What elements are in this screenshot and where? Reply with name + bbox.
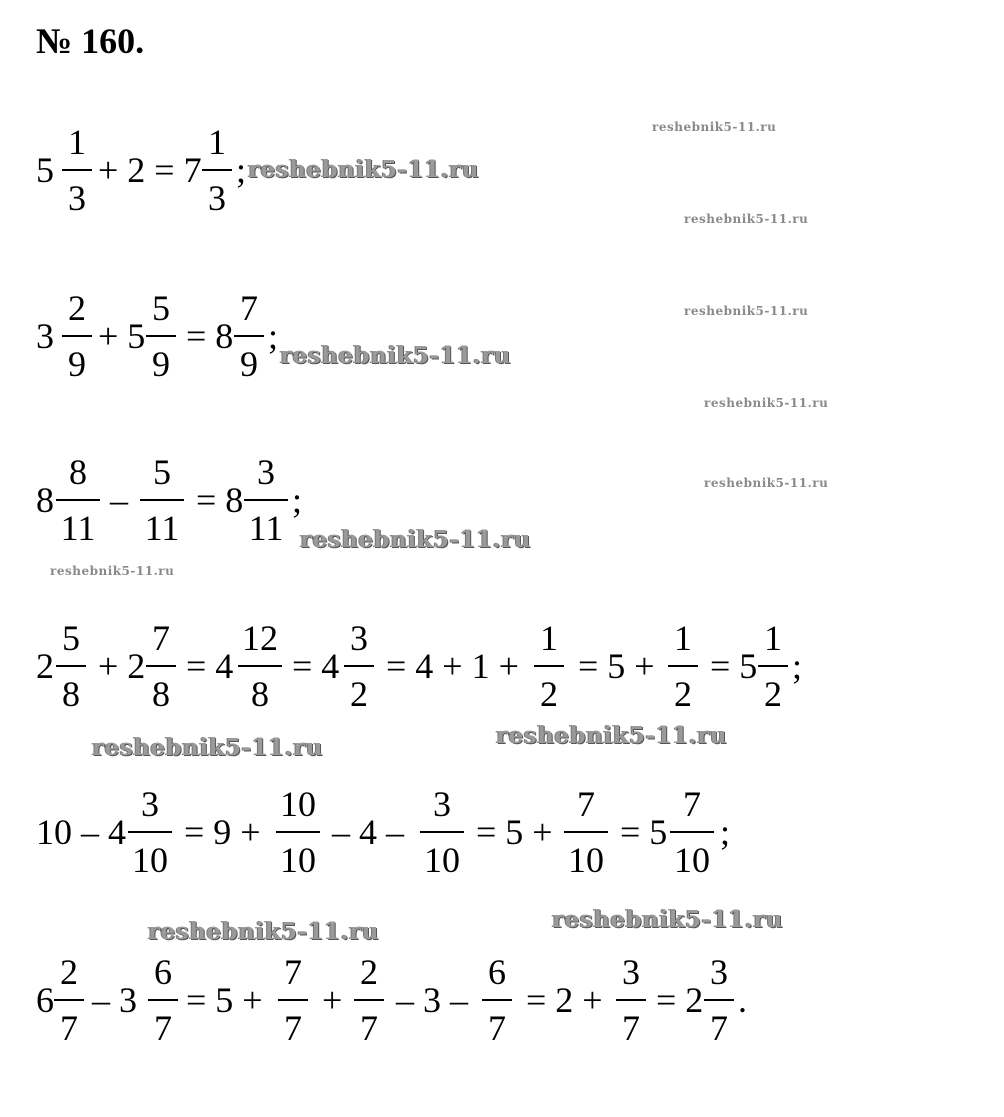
fraction-bar — [56, 665, 86, 667]
numerator: 7 — [152, 618, 170, 658]
fraction-bar — [564, 831, 608, 833]
fraction-bar — [616, 999, 646, 1001]
fraction-bar — [420, 831, 464, 833]
watermark-small: reshebnik5-11.ru — [652, 120, 777, 134]
eq3-whole: 8 — [36, 480, 54, 520]
denominator: 8 — [251, 674, 269, 714]
denominator: 7 — [60, 1008, 78, 1048]
denominator: 11 — [144, 508, 180, 548]
watermark: reshebnik5-11.ru — [496, 722, 727, 749]
denominator: 7 — [154, 1008, 172, 1048]
numerator: 7 — [577, 784, 595, 824]
numerator: 2 — [60, 952, 78, 992]
fraction-bar — [62, 169, 92, 171]
numerator: 1 — [540, 618, 558, 658]
numerator: 3 — [350, 618, 368, 658]
fraction-bar — [202, 169, 232, 171]
fraction-bar — [140, 499, 184, 501]
watermark: reshebnik5-11.ru — [280, 342, 511, 369]
eq5-end: ; — [720, 812, 731, 852]
denominator: 9 — [240, 344, 258, 384]
eq4-text-g: = 5 — [710, 646, 758, 686]
denominator: 10 — [424, 840, 460, 880]
numerator: 3 — [622, 952, 640, 992]
denominator: 7 — [488, 1008, 506, 1048]
eq6-text-f: = 2 + — [526, 980, 603, 1020]
numerator: 3 — [257, 452, 275, 492]
numerator: 7 — [284, 952, 302, 992]
denominator: 3 — [68, 178, 86, 218]
numerator: 3 — [433, 784, 451, 824]
fraction-bar — [276, 831, 320, 833]
watermark-small: reshebnik5-11.ru — [684, 212, 809, 226]
eq5-text-a: 10 – 4 — [36, 812, 126, 852]
denominator: 10 — [132, 840, 168, 880]
denominator: 7 — [622, 1008, 640, 1048]
fraction-bar — [758, 665, 788, 667]
fraction-bar — [148, 999, 178, 1001]
fraction-bar — [670, 831, 714, 833]
denominator: 8 — [62, 674, 80, 714]
watermark-small: reshebnik5-11.ru — [684, 304, 809, 318]
numerator: 3 — [710, 952, 728, 992]
numerator: 8 — [69, 452, 87, 492]
denominator: 9 — [152, 344, 170, 384]
fraction-bar — [278, 999, 308, 1001]
numerator: 2 — [68, 288, 86, 328]
watermark-small: reshebnik5-11.ru — [704, 396, 829, 410]
denominator: 3 — [208, 178, 226, 218]
denominator: 7 — [710, 1008, 728, 1048]
eq6-text-c: = 5 + — [186, 980, 263, 1020]
eq6-text-d: + — [322, 980, 343, 1020]
fraction-bar — [482, 999, 512, 1001]
eq6-end: . — [738, 980, 747, 1020]
watermark-small: reshebnik5-11.ru — [704, 476, 829, 490]
denominator: 11 — [248, 508, 284, 548]
fraction-bar — [146, 665, 176, 667]
eq4-text-e: = 4 + 1 + — [386, 646, 519, 686]
denominator: 2 — [540, 674, 558, 714]
fraction-bar — [668, 665, 698, 667]
watermark: reshebnik5-11.ru — [92, 734, 323, 761]
eq4-text-c: = 4 — [186, 646, 234, 686]
denominator: 11 — [60, 508, 96, 548]
eq6-text-b: – 3 — [92, 980, 137, 1020]
fraction-bar — [344, 665, 374, 667]
problem-number: № 160. — [36, 21, 145, 61]
eq1-end: ; — [236, 150, 247, 190]
denominator: 9 — [68, 344, 86, 384]
eq1-whole: 5 — [36, 150, 54, 190]
numerator: 6 — [488, 952, 506, 992]
numerator: 12 — [242, 618, 278, 658]
fraction-bar — [56, 499, 100, 501]
denominator: 2 — [350, 674, 368, 714]
fraction-bar — [146, 335, 176, 337]
numerator: 5 — [153, 452, 171, 492]
fraction-bar — [354, 999, 384, 1001]
eq4-text-b: + 2 — [98, 646, 146, 686]
denominator: 10 — [674, 840, 710, 880]
eq3-text-b: – — [110, 480, 128, 520]
fraction-bar — [704, 999, 734, 1001]
eq4-text-f: = 5 + — [578, 646, 655, 686]
fraction-bar — [238, 665, 282, 667]
watermark: reshebnik5-11.ru — [148, 918, 379, 945]
numerator: 1 — [674, 618, 692, 658]
numerator: 1 — [68, 122, 86, 162]
fraction-bar — [54, 999, 84, 1001]
denominator: 2 — [674, 674, 692, 714]
eq2-whole: 3 — [36, 316, 54, 356]
watermark: reshebnik5-11.ru — [300, 526, 531, 553]
numerator: 5 — [152, 288, 170, 328]
fraction-bar — [62, 335, 92, 337]
fraction-bar — [534, 665, 564, 667]
numerator: 10 — [280, 784, 316, 824]
denominator: 10 — [280, 840, 316, 880]
eq4-end: ; — [792, 646, 803, 686]
eq1-text-b: + 2 = 7 — [98, 150, 202, 190]
eq4-whole: 2 — [36, 646, 54, 686]
watermark: reshebnik5-11.ru — [552, 906, 783, 933]
eq3-text-c: = 8 — [196, 480, 244, 520]
watermark-small: reshebnik5-11.ru — [50, 564, 175, 578]
fraction-bar — [128, 831, 172, 833]
eq6-whole: 6 — [36, 980, 54, 1020]
fraction-bar — [234, 335, 264, 337]
numerator: 7 — [240, 288, 258, 328]
denominator: 10 — [568, 840, 604, 880]
eq2-text-b: + 5 — [98, 316, 146, 356]
denominator: 2 — [764, 674, 782, 714]
watermark: reshebnik5-11.ru — [248, 156, 479, 183]
eq6-text-g: = 2 — [656, 980, 704, 1020]
denominator: 7 — [360, 1008, 378, 1048]
eq3-end: ; — [292, 480, 303, 520]
numerator: 5 — [62, 618, 80, 658]
numerator: 6 — [154, 952, 172, 992]
numerator: 1 — [764, 618, 782, 658]
denominator: 8 — [152, 674, 170, 714]
eq6-text-e: – 3 – — [396, 980, 468, 1020]
denominator: 7 — [284, 1008, 302, 1048]
fraction-bar — [244, 499, 288, 501]
eq4-text-d: = 4 — [292, 646, 340, 686]
numerator: 2 — [360, 952, 378, 992]
eq5-text-d: = 5 + — [476, 812, 553, 852]
numerator: 1 — [208, 122, 226, 162]
numerator: 3 — [141, 784, 159, 824]
eq5-text-e: = 5 — [620, 812, 668, 852]
numerator: 7 — [683, 784, 701, 824]
eq5-text-c: – 4 – — [332, 812, 404, 852]
eq2-end: ; — [268, 316, 279, 356]
eq2-text-c: = 8 — [186, 316, 234, 356]
eq5-text-b: = 9 + — [184, 812, 261, 852]
